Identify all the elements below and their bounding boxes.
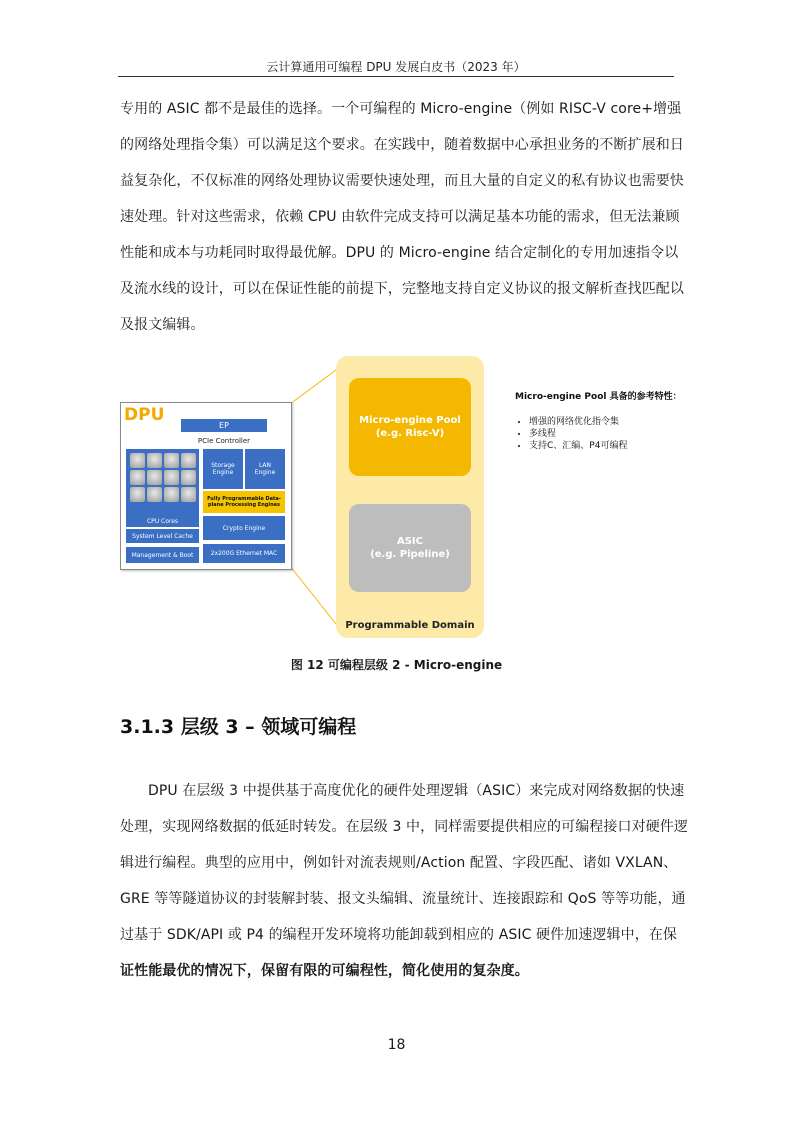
cpu-core [164,487,179,502]
paragraph-line: 辑进行编程。典型的应用中，例如针对流表规则/Action 配置、字段匹配、诸如 VXLAN、 [120,855,678,871]
section-title: 3.1.3 层级 3 – 领域可编程 [120,716,357,738]
cpu-core [147,487,162,502]
paragraph-line: 及报文编辑。 [120,317,205,333]
feature-item: • 多线程 [529,428,715,440]
ep-block: EP [181,419,267,432]
dpu-title: DPU [124,405,165,425]
cpu-core [147,470,162,485]
management-boot-block: Management & Boot [126,547,199,563]
paragraph-line: 性能和成本与功耗同时取得最优解。DPU 的 Micro-engine 结合定制化的专用加速指令以 [120,245,679,261]
paragraph-line: 及流水线的设计，可以在保证性能的前提下，完整地支持自定义协议的报文解析查找匹配以 [120,281,684,297]
paragraph-line: 证性能最优的情况下，保留有限的可编程性，简化使用的复杂度。 [120,963,529,979]
cpu-core [130,453,145,468]
figure-caption: 图 12 可编程层级 2 - Micro-engine [290,658,503,672]
lan-engine-block: LAN Engine [245,449,285,489]
paragraph-line: 速处理。针对这些需求，依赖 CPU 由软件完成支持可以满足基本功能的需求，但无法兼顾 [120,209,680,225]
paragraph-1 [120,91,684,343]
paragraph-line: 益复杂化，不仅标准的网络处理协议需要快速处理，而且大量的自定义的私有协议也需要快 [120,173,684,189]
paragraph-2 [120,773,689,989]
programmable-engines-block: Fully Programmable Data-plane Processing Engines [203,491,285,513]
cpu-cores-label: CPU Cores [146,518,179,525]
header-rule [118,76,674,77]
cpu-core [147,453,162,468]
paragraph-line: DPU 在层级 3 中提供基于高度优化的硬件处理逻辑（ASIC）来完成对网络数据的快速 [148,783,685,799]
paragraph-line: 的网络处理指令集）可以满足这个要求。在实践中，随着数据中心承担业务的不断扩展和日 [120,137,684,153]
page-number: 18 [387,1037,406,1053]
asic-title: ASIC [396,536,423,547]
paragraph-line: GRE 等等隧道协议的封装解封装、报文头编辑、流量统计、连接跟踪和 QoS 等等功能，通 [120,891,686,907]
ethernet-mac-block: 2x200G Ethernet MAC [203,544,285,563]
paragraph-line: 专用的 ASIC 都不是最佳的选择。一个可编程的 Micro-engine（例如 RISC-V core+增强 [120,101,682,117]
features-panel [515,389,715,452]
cpu-core [164,470,179,485]
running-header: 云计算通用可编程 DPU 发展白皮书（2023 年） [266,60,526,74]
cpu-core [181,470,196,485]
feature-item: • 支持C、汇编、P4可编程 [529,440,715,452]
paragraph-line: 过基于 SDK/API 或 P4 的编程开发环境将功能卸载到相应的 ASIC 硬件加速逻辑中，在保 [120,927,678,943]
dpu-block-diagram [120,402,292,570]
asic-subtitle: (e.g. Pipeline) [370,549,450,560]
pool-title: Micro-engine Pool [359,415,461,426]
pool-subtitle: (e.g. Risc-V) [375,428,445,439]
asic-box [349,504,471,592]
crypto-engine-block: Crypto Engine [203,516,285,540]
cpu-core [130,487,145,502]
features-list [515,416,715,452]
storage-engine-block: Storage Engine [203,449,243,489]
micro-engine-pool-box [349,378,471,476]
pcie-controller-label: PCIe Controller [197,437,251,445]
paragraph-line: 处理，实现网络数据的低延时转发。在层级 3 中，同样需要提供相应的可编程接口对硬件逻 [120,819,689,835]
cpu-core [164,453,179,468]
cpu-core [130,470,145,485]
features-title: Micro-engine Pool 具备的参考特性： [515,392,682,402]
programmable-domain-label: Programmable Domain [345,620,475,631]
feature-item: • 增强的网络优化指令集 [529,416,715,428]
cpu-core [181,487,196,502]
system-level-cache-block: System Level Cache [126,529,199,543]
cpu-core [181,453,196,468]
